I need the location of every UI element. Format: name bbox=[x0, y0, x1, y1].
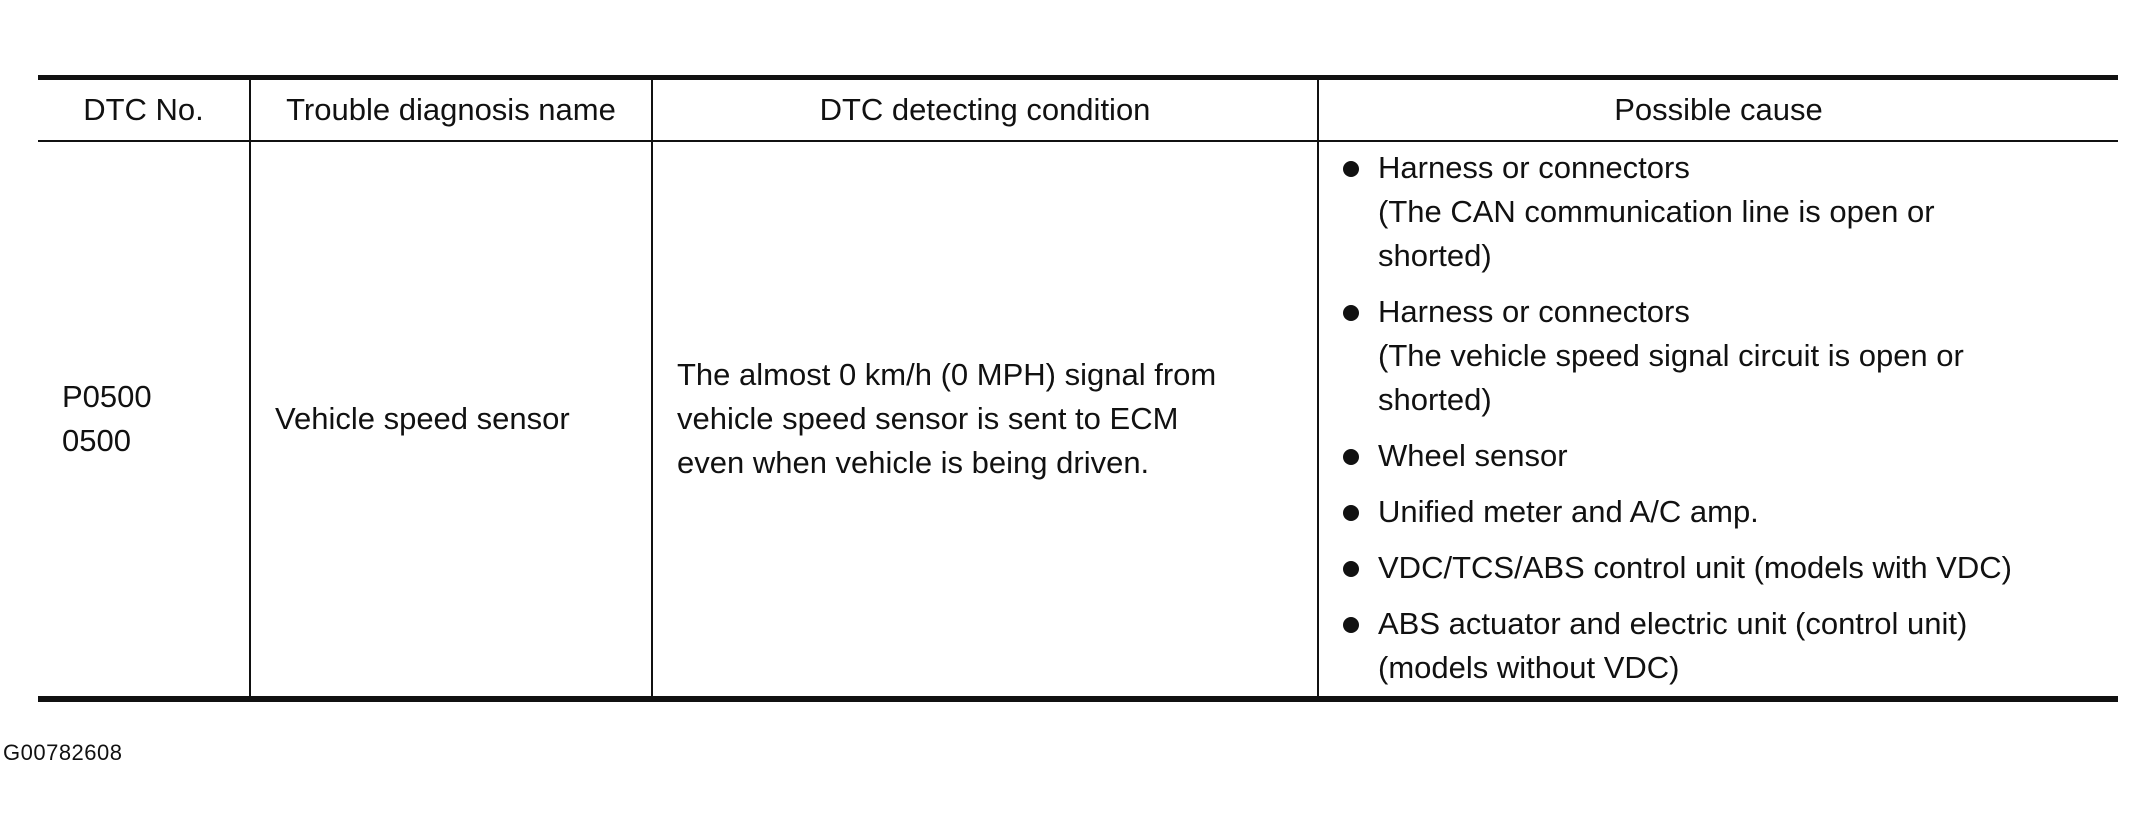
condition-text: The almost 0 km/h (0 MPH) signal from bbox=[677, 357, 1217, 392]
cause-text: shorted) bbox=[1378, 238, 1492, 273]
cause-text: Harness or connectors bbox=[1378, 150, 1690, 185]
list-item bbox=[1341, 490, 2114, 534]
figure-id: G00782608 bbox=[3, 740, 123, 765]
dtc-table bbox=[38, 80, 2118, 696]
dtc-code: 0500 bbox=[62, 423, 131, 458]
cause-text: VDC/TCS/ABS control unit (models with VDC) bbox=[1378, 550, 2012, 585]
bullet-dot-icon bbox=[1343, 505, 1359, 521]
bullet-dot-icon bbox=[1343, 161, 1359, 177]
condition-text: even when vehicle is being driven. bbox=[677, 445, 1150, 480]
header-dtc-detecting-condition: DTC detecting condition bbox=[652, 80, 1318, 141]
table-bottom-rule bbox=[38, 696, 2118, 702]
cause-text: Wheel sensor bbox=[1378, 438, 1568, 473]
list-item bbox=[1341, 146, 2114, 278]
bullet-dot-icon bbox=[1343, 305, 1359, 321]
header-dtc-no: DTC No. bbox=[38, 80, 250, 141]
table-header-row bbox=[38, 80, 2118, 141]
trouble-name-cell bbox=[250, 141, 652, 696]
table-row bbox=[38, 141, 2118, 696]
cause-text: Unified meter and A/C amp. bbox=[1378, 494, 1759, 529]
trouble-name: Vehicle speed sensor bbox=[275, 401, 570, 436]
dtc-number-cell bbox=[38, 141, 250, 696]
list-item bbox=[1341, 546, 2114, 590]
dtc-code: P0500 bbox=[62, 379, 152, 414]
condition-cell bbox=[652, 141, 1318, 696]
cause-text: shorted) bbox=[1378, 382, 1492, 417]
header-possible-cause: Possible cause bbox=[1318, 80, 2118, 141]
bullet-dot-icon bbox=[1343, 617, 1359, 633]
cause-text: (The vehicle speed signal circuit is open or bbox=[1378, 338, 1964, 373]
dtc-table-container bbox=[38, 75, 2118, 702]
list-item bbox=[1341, 602, 2114, 690]
cause-text: ABS actuator and electric unit (control unit) bbox=[1378, 606, 1968, 641]
list-item bbox=[1341, 434, 2114, 478]
possible-cause-list bbox=[1341, 146, 2114, 690]
cause-text: (models without VDC) bbox=[1378, 650, 1680, 685]
cause-text: (The CAN communication line is open or bbox=[1378, 194, 1935, 229]
condition-text: vehicle speed sensor is sent to ECM bbox=[677, 401, 1179, 436]
cause-text: Harness or connectors bbox=[1378, 294, 1690, 329]
possible-cause-cell bbox=[1318, 141, 2118, 696]
list-item bbox=[1341, 290, 2114, 422]
header-trouble-diagnosis-name: Trouble diagnosis name bbox=[250, 80, 652, 141]
bullet-dot-icon bbox=[1343, 449, 1359, 465]
bullet-dot-icon bbox=[1343, 561, 1359, 577]
